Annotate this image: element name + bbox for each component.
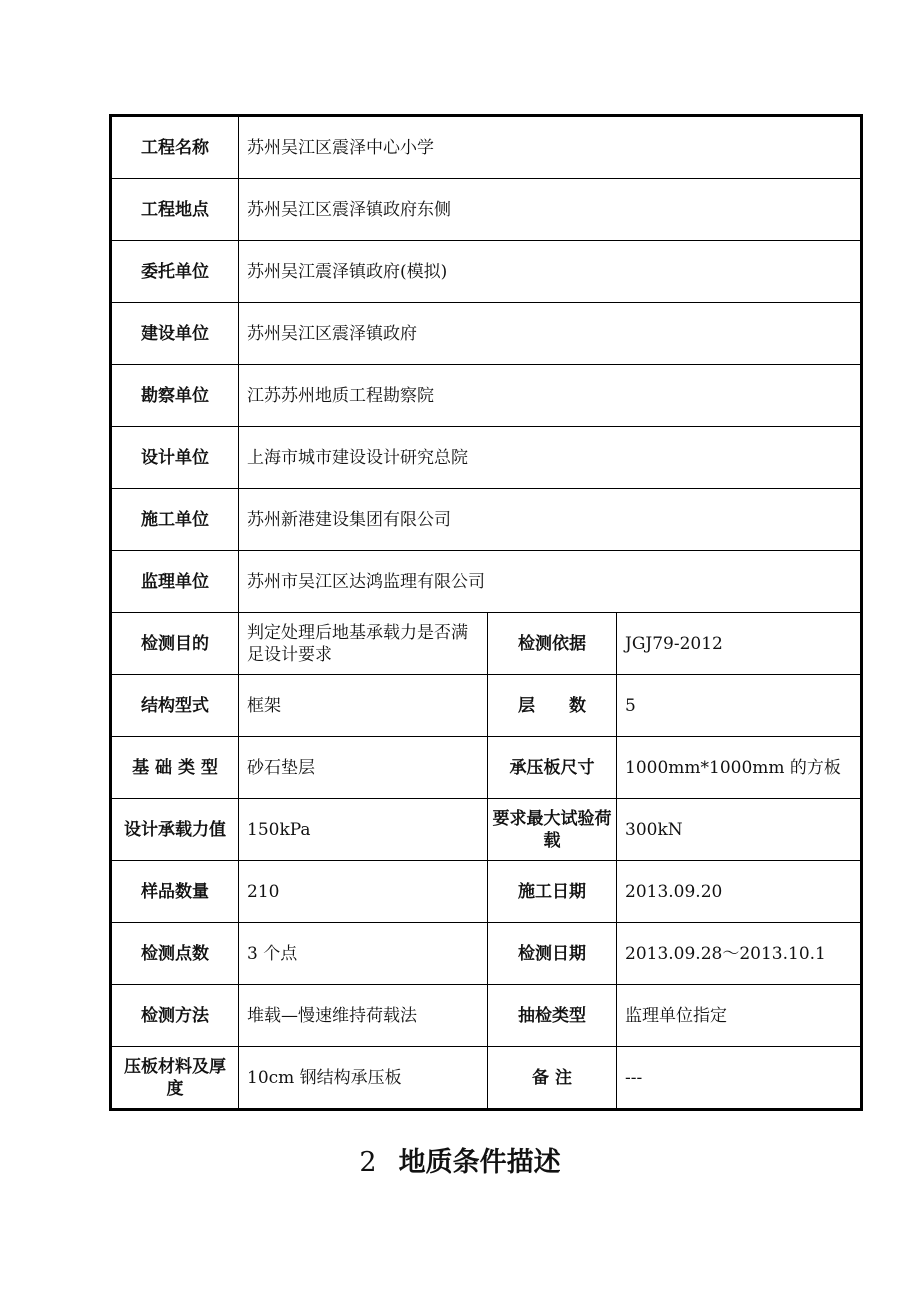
field-value: 苏州吴江区震泽镇政府东侧	[239, 179, 862, 241]
field-value: 2013.09.20	[617, 861, 862, 923]
field-label: 样品数量	[111, 861, 239, 923]
field-value: 框架	[239, 675, 488, 737]
table-row	[111, 489, 862, 551]
section-heading	[0, 1140, 920, 1179]
field-label: 委托单位	[111, 241, 239, 303]
field-value: 苏州吴江震泽镇政府(模拟)	[239, 241, 862, 303]
field-label: 检测日期	[488, 923, 617, 985]
field-value: 3 个点	[239, 923, 488, 985]
field-value: 苏州新港建设集团有限公司	[239, 489, 862, 551]
field-label: 施工日期	[488, 861, 617, 923]
field-value: 判定处理后地基承载力是否满足设计要求	[239, 613, 488, 675]
table-row	[111, 116, 862, 179]
field-value: 苏州市吴江区达鸿监理有限公司	[239, 551, 862, 613]
field-label: 检测目的	[111, 613, 239, 675]
field-label: 建设单位	[111, 303, 239, 365]
table-row	[111, 551, 862, 613]
field-value: 10cm 钢结构承压板	[239, 1047, 488, 1110]
field-value: 堆载—慢速维持荷载法	[239, 985, 488, 1047]
table-row	[111, 737, 862, 799]
field-label: 基 础 类 型	[111, 737, 239, 799]
section-number: 2	[359, 1147, 377, 1178]
field-value: 5	[617, 675, 862, 737]
table-row	[111, 179, 862, 241]
field-value: JGJ79-2012	[617, 613, 862, 675]
table-row	[111, 861, 862, 923]
field-value: 监理单位指定	[617, 985, 862, 1047]
field-value: 砂石垫层	[239, 737, 488, 799]
field-value: 苏州吴江区震泽镇政府	[239, 303, 862, 365]
table-row	[111, 675, 862, 737]
field-label: 要求最大试验荷载	[488, 799, 617, 861]
field-value: 苏州吴江区震泽中心小学	[239, 116, 862, 179]
table-row	[111, 427, 862, 489]
field-label: 监理单位	[111, 551, 239, 613]
section-title-text: 地质条件描述	[398, 1147, 561, 1178]
field-value: ---	[617, 1047, 862, 1110]
field-label: 工程地点	[111, 179, 239, 241]
table-row	[111, 613, 862, 675]
field-label: 检测点数	[111, 923, 239, 985]
table-row	[111, 365, 862, 427]
table-row	[111, 303, 862, 365]
table-row	[111, 799, 862, 861]
field-value: 上海市城市建设设计研究总院	[239, 427, 862, 489]
table-row	[111, 241, 862, 303]
field-label: 结构型式	[111, 675, 239, 737]
field-label: 压板材料及厚度	[111, 1047, 239, 1110]
field-label: 施工单位	[111, 489, 239, 551]
field-label: 工程名称	[111, 116, 239, 179]
field-value: 210	[239, 861, 488, 923]
field-label: 抽检类型	[488, 985, 617, 1047]
field-label: 设计承载力值	[111, 799, 239, 861]
field-label: 层 数	[488, 675, 617, 737]
field-label: 设计单位	[111, 427, 239, 489]
table-row	[111, 1047, 862, 1110]
field-label: 检测依据	[488, 613, 617, 675]
project-info-table	[109, 114, 863, 1111]
field-value: 2013.09.28～2013.10.1	[617, 923, 862, 985]
field-label: 承压板尺寸	[488, 737, 617, 799]
field-value: 300kN	[617, 799, 862, 861]
field-label: 检测方法	[111, 985, 239, 1047]
field-value: 1000mm*1000mm 的方板	[617, 737, 862, 799]
field-label: 备 注	[488, 1047, 617, 1110]
field-value: 150kPa	[239, 799, 488, 861]
table-row	[111, 985, 862, 1047]
table-row	[111, 923, 862, 985]
field-value: 江苏苏州地质工程勘察院	[239, 365, 862, 427]
field-label: 勘察单位	[111, 365, 239, 427]
